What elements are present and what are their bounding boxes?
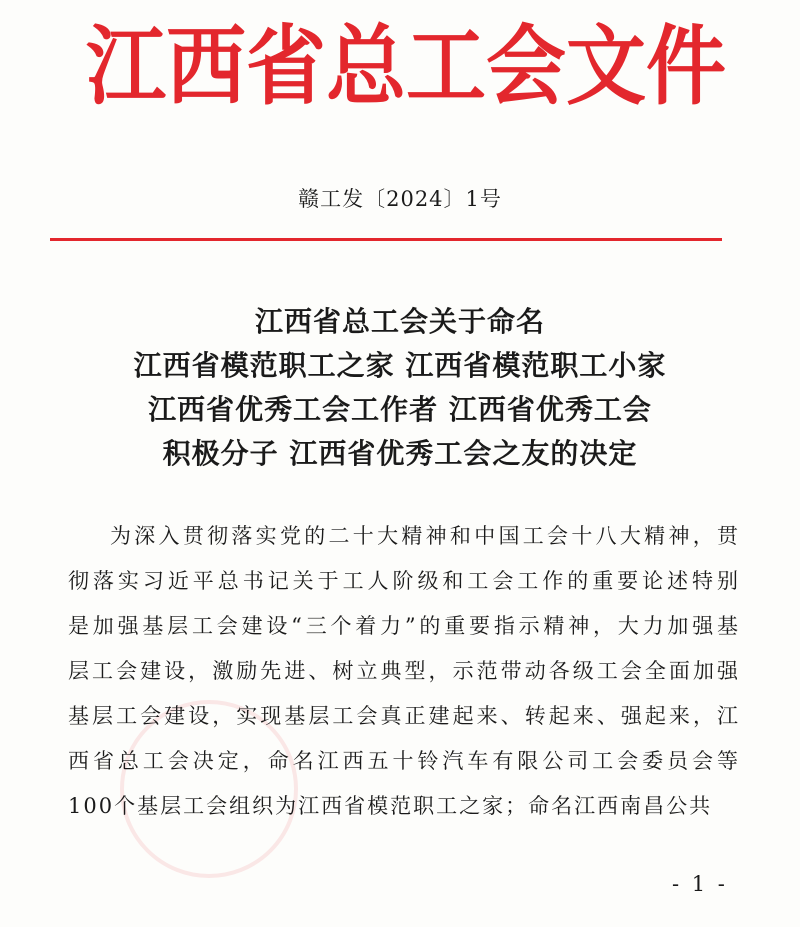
masthead-char: 总 [326,16,406,117]
body-line: 基层工会建设，实现基层工会真正建起来、转起来、强起来，江 [68,704,740,728]
body-line: 彻落实习近平总书记关于工人阶级和工会工作的重要论述特别 [68,569,740,593]
masthead-char: 江 [86,16,166,117]
document-masthead [86,8,726,127]
masthead-char: 西 [166,16,246,117]
body-line: 为深入贯彻落实党的二十大精神和中国工会十八大精神，贯 [110,524,740,548]
masthead-char: 会 [486,16,566,117]
masthead-char: 文 [566,16,646,117]
header-divider [50,238,722,241]
masthead-char: 件 [646,16,726,117]
page-number: - 1 - [672,872,728,896]
masthead-char: 工 [406,16,486,117]
body-line: 100个基层工会组织为江西省模范职工之家；命名江西南昌公共 [68,794,713,818]
masthead-char: 省 [246,16,326,117]
title-line: 江西省模范职工之家 江西省模范职工小家 [133,349,667,382]
title-line: 江西省总工会关于命名 [254,305,545,338]
title-line: 积极分子 江西省优秀工会之友的决定 [162,437,638,470]
body-line: 是加强基层工会建设“三个着力”的重要指示精神，大力加强基 [68,614,740,638]
title-line: 江西省优秀工会工作者 江西省优秀工会 [148,393,652,426]
document-body [68,514,740,829]
body-line: 层工会建设，激励先进、树立典型，示范带动各级工会全面加强 [68,659,740,683]
body-line: 西省总工会决定，命名江西五十铃汽车有限公司工会委员会等 [68,749,740,773]
document-title [0,300,800,476]
document-number: 赣工发〔2024〕1号 [298,187,502,211]
